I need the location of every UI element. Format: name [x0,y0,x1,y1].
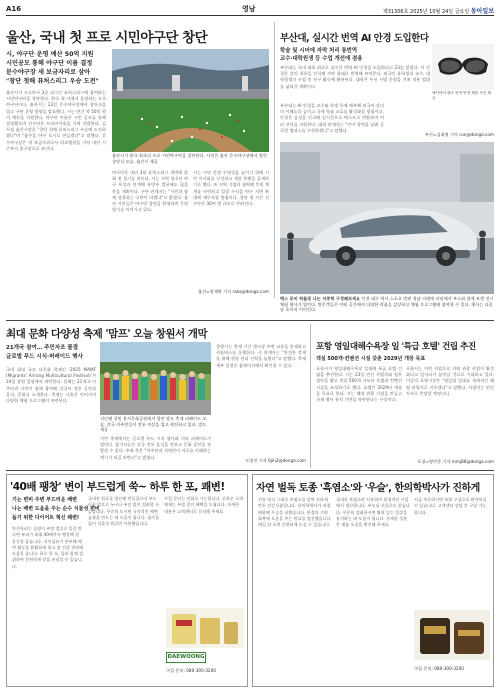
ad2-text-col1: 전통 방식 그대로 흑염소를 달여 진하게 만든 건강식품입니다. 한의학박사가 직접 배합해 우슬을 더했습니다. 관절과 기력 회복에 도움을 주는 원료를 엄선했습니다. 매일 한 포씩 간편하게 드실 수 있습니다. [258,497,332,528]
ad1-product-image [166,608,244,648]
ad2-text-col3: 지금 주문하시면 특별 구성으로 받아보실 수 있습니다. 고객센터 상담 후 구입 가능합니다. [414,497,487,515]
issue-date: 제31306호 2025년 10월 24일 금요일 [382,9,470,15]
exhibition-caption-title: 맥스 포비 허들링 나는 지중학 구경꽤보세요 [280,296,361,301]
festival-photo [100,342,211,415]
article3-byline: 도영진 기자 0jin2@donga.com [245,458,306,463]
article4-body-col2: 포항시는 이번 사업으로 지역 관광 산업이 활성화되고 일자리가 늘어날 것으로 기대하고 있다. 이강덕 포항시장은 "영일대 일대를 세계적인 해양 관광지로 키우겠다"고 말했다. 사업비는 민간 투자로 충당할 예정이다. [406,366,494,396]
ad1-subtitle: 기는 변비 주변 부드러운 배변 나는 배변 도움을 주는 순수 식물성 변비 돕기 위한 다이어트 혁신 쾌변! [12,497,100,521]
ad2-text-col2: 국내산 흑염소만 사용하며 위생적인 시설에서 생산합니다. 부모님 선물로도 좋습니다. 꾸준히 섭취하시면 활력 있는 일상을 유지하는 데 도움이 됩니다. 자세한 성분은 제품 포장을 확인해 주세요. [336,497,410,528]
section-name: 영남 [242,5,256,13]
column-divider-2 [310,324,311,468]
ad-divider [6,470,494,471]
article4-headline: 포항 영일대해수욕장 일 '특급 호텔' 건립 추진 [316,342,476,352]
article3-body-col2: 이번 축제에서는 글로벌 푸드 시식 행사와 거리 퍼레이드가 열린다. 참가자들은 각국 전통 음식을 맛보고 문화 공연을 관람할 수 있다. 주최 측은 "이주민과 지역민이 서로를 이해하는 계기가 되길 바란다"고 밝혔다. [100,436,211,460]
article1-lead: 시, 야구단 운영 예산 50억 지원 시민공모 통해 야구단 이름 결정 문수야구장 새 보금자리로 삼아 "창단 첫해 퓨처스리그 우승 도전" [6,51,99,85]
exhibition-caption [280,296,494,318]
article3-headline: 최대 문화 다양성 축제 '맘프' 오늘 창원서 개막 [6,328,208,340]
paper-logo: 동아일보 [470,8,494,15]
article4-body-col1: 포항시가 영일대해수욕장 일대에 특급 호텔 건립을 추진한다. 시는 23일 민간 사업자와 업무협약을 맺고 객실 500개 규모의 호텔과 컨벤션 시설을 조성하기로 했다. 호텔은 2029년 개장을 목표로 한다. 시는 해양 관광 거점을 만들고 국제 행사 유치 기반을 마련한다는 구상이다. [316,366,402,403]
article2-lead: 학술 및 시어에 자막 처리 통번역 교수·대학원생 등 수업 개선에 겸용 [280,48,363,62]
article1-body-col1: 울산시가 프로야구 2군 리그인 퓨처스리그에 참여하는 시민야구단을 창단한다. 한국 첫 시에서 운영하는 프로야구단이다. 울산시는 23일 문수야구장에서 창단식을 열고 구단 운영 방향을 발표했다. 시는 연간 약 50억 원의 예산을 지원한다. 야구단 이름은 시민 공모를 통해 결정했으며 선수단은 트라이아웃을 거쳐 선발한다. 김두겸 울산시장은 "창단 첫해 퓨처스리그 우승에 도전하겠다"며 "울산을 야구 도시로 만들겠다"고 말했다. 문수야구장은 새 보금자리로서 리모델링을 거쳐 내년 시즌부터 홈구장으로 쓰인다. [6,90,106,151]
article3-body-col1: 국내 최대 규모 다문화 축제인 '2025 MAMF (Migrants' Arirang Multicultural Festival)'가 24일 창원 일원에서 개막한다. 올해는 21개국 이주민과 시민이 함께 참여해 각국의 전통 공연과 음식, 문화를 소개한다. 축제는 사흘간 이어지며 다양한 체험 프로그램이 마련된다. [6,367,96,404]
page-number: A16 [6,5,22,13]
page-masthead [6,4,494,16]
ad2-title: 자연 벌독 토종 '흑염소'와 '우슬', 한의학박사가 진하게 [256,483,480,494]
article1-body-col2: 야구단은 내년 3월 퓨처스리그 개막에 맞춰 첫 경기를 치른다. 시는 지역 청소년 야구 육성과 연계해 유망주 발굴에도 힘을 쏟을 계획이다. 구단 관계자는 "시민과 함께 성장하는 구단이 되겠다"고 밝혔다. 울산 시민들은 야구단 창단을 환영하며 응원 열기를 이어가고 있다. [112,170,188,213]
article2-body-col2: 부산대는 AI 안경을 교수와 학생 등에 배부해 외국어 강의의 이해도를 높이고 국제 학술 교류를 활성화할 방침이다. 안경은 음성을 인식해 실시간으로 텍스트로 변환하며 여러 언어를 지원한다. 대학 관계자는 "언어 장벽을 낮춰 글로벌 캠퍼스를 구현하겠다"고 말했다. [280,103,384,133]
ad1-title: '40배 팽창' 변이 부드럽게 쑥~ 하루 한 포, 쾌변! [10,481,225,493]
article3-body-col3: 창원시는 축제 기간 행사장 주변 교통을 통제하고 셔틀버스를 운행한다. 시 관계자는 "안전한 축제를 위해 현장 관리 인력을 늘렸다"고 말했다. 축제 세부 일정은 홈페이지에서 확인할 수 있다. [216,344,306,368]
article3-lead: 21개국 참여… 주민자조 물결 글로벌 푸드 시식·퍼레이드 행사 [6,345,83,360]
article4-lead: 객실 500개·컨벤션 시설 갖춘 2029년 개장 목표 [316,356,426,362]
article3-photo-caption: 지난해 창원 용지문화공원에서 열린 맘프 축제 퍼레이드 모습. 각국 이주민들이 전통 의상을 입고 행진하고 있다. 맘프 제공 [100,416,207,433]
issue-info [383,6,494,15]
ad2-contact: 구입 문의: 080-300-3200 [414,666,464,671]
column-divider [274,22,275,298]
article2-body-col1: 부산대는 국내 대학 최초로 실시간 번역 AI 안경을 도입한다고 23일 밝혔다. 이 안경은 강의 내용을 인식해 자막 형태로 번역해 보여준다. 외국인 유학생과 교수, 대학원생의 수업 및 연구 활동에 활용된다. 대학은 우선 시범 운영을 거쳐 적용 범위를 넓혀갈 계획이다. [280,65,430,89]
ad1-brand-logo: DAEWOONG [166,652,206,663]
exhibition-photo [280,142,494,294]
exhibition-caption-text: 인천 대구 역사 스포츠 벌판 경남 의령에 마당에서 부스와 함께 보행 전시 체험 행사가 열린다. 방문객들은 야외 공간에서 다양한 작품을 감상하고 체험 프로그램에 참여할 수 있다. 행사는 다음 달 초까지 이어진다. [280,296,494,313]
article2-byline: 부산=김화영 기자 run@donga.com [424,132,494,137]
article1-photo-caption: 울산시가 한국 최초의 프로 시민야구단을 창단한다. 사진은 울산 문수야구장에서 열린 창단식 모습. 울산시 제공 [112,153,267,164]
ai-glasses-caption: 에이아이 렌즈 번역 안경 제품 사진 제공 [432,91,491,100]
ad1-text-col1: 차전자피는 질경이 씨앗 껍질로 물을 만나면 부피가 최대 40배까지 팽창해 장 운동을 돕습니다. 식이섬유가 풍부해 배변 활동을 원활하게 하고 장 건강 관리에 도움을 줍니다. 하루 한 포, 물과 함께 섭취하면 간편하게 장을 관리할 수 있습니다. [12,526,84,569]
ad1-contact: 구입 문의: 080-300-3200 [166,668,216,673]
ad2-product-image [414,610,490,660]
article1-byline: 울산=정재락 기자 raks@donga.com [198,289,269,294]
ad1-text-col2: 국내산 원료를 엄선해 만들었으며 부드러운 맛으로 누구나 부담 없이 섭취할 수 있습니다. 꾸준히 드시면 규칙적인 배변 습관을 만드는 데 도움이 됩니다. 첨가물 없이 식물성 원료만 사용했습니다. [88,496,160,527]
stadium-photo [112,49,269,152]
ai-glasses-photo [432,44,494,90]
article1-body-col3: 시는 구단 운영 투명성을 높이기 위해 시민 이사회를 구성하고 재정 현황을 공개하기로 했다. 또 지역 기업과 협력해 후원 체계를 마련하고 입장 수익을 야구 저변 확대에 재투자할 방침이다. 창단 첫 시즌 선수단은 30여 명 규모로 꾸려진다. [193,170,269,207]
section-divider [6,320,494,321]
article1-headline: 울산, 국내 첫 프로 시민야구단 창단 [6,30,208,46]
article2-headline: 부산대, 실시간 번역 AI 안경 도입한다 [280,33,429,44]
article4-byline: 포항=명민준 기자 mmj86@donga.com [417,459,494,464]
ad1-text-col3: 구입 문의는 전화로 가능합니다. 선착순 고객에게는 특별 할인 혜택을 드립니다. 자세한 내용은 고객센터로 문의해 주세요. [164,496,243,514]
